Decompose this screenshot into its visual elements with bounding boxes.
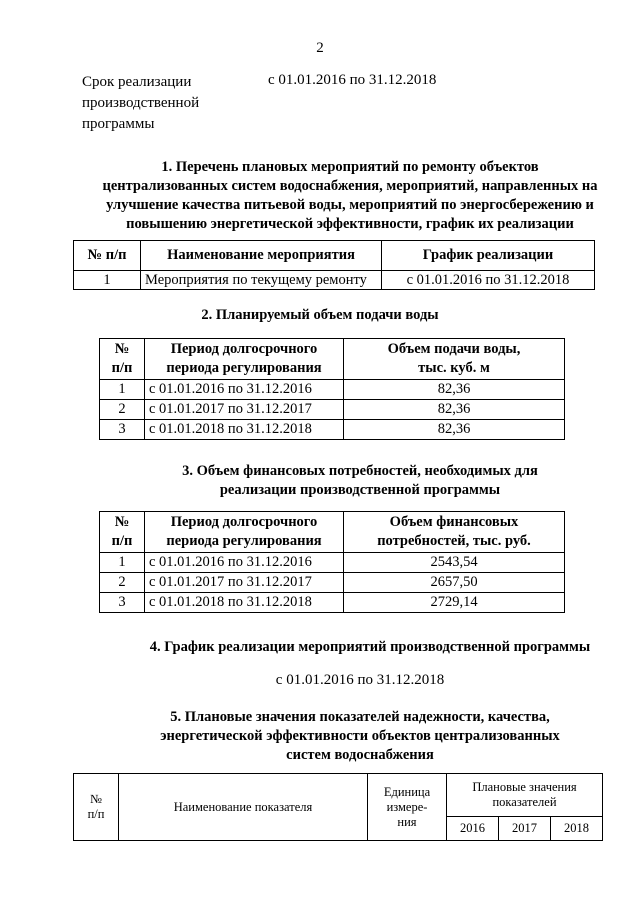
cell-number: 1: [74, 271, 141, 290]
section5-title-line: 5. Плановые значения показателей надежности, качества,: [170, 709, 550, 725]
section3-title: [150, 462, 570, 500]
header-line: периода регулирования: [166, 533, 322, 549]
indicators-table: [73, 773, 603, 841]
header-line: п/п: [111, 360, 133, 376]
header-number: [100, 339, 145, 380]
cell-number: 2: [100, 400, 145, 420]
section1-title-line: повышению энергетической эффективности, график их реализации: [126, 216, 574, 232]
cell-activity: Мероприятия по текущему ремонту: [141, 271, 382, 290]
cell-period: с 01.01.2017 по 31.12.2017: [145, 400, 344, 420]
header-number: [100, 512, 145, 553]
cell-number: 1: [100, 553, 145, 573]
header-line: Плановые значения: [472, 779, 577, 794]
cell-period: с 01.01.2018 по 31.12.2018: [145, 593, 344, 613]
header-line: п/п: [111, 533, 133, 549]
section1-title-line: улучшение качества питьевой воды, мероприятий по энергосбережению и: [106, 197, 594, 213]
header-year: 2017: [498, 816, 550, 840]
cell-number: 3: [100, 420, 145, 440]
table-row: [100, 593, 565, 613]
header-period: [145, 512, 344, 553]
section5-title-line: энергетической эффективности объектов централизованных: [160, 728, 560, 744]
header-line: периода регулирования: [166, 360, 322, 376]
header-line: п/п: [87, 807, 105, 821]
page-number: 2: [316, 40, 324, 56]
header-planned-values: [447, 774, 603, 817]
header-line: измере-: [386, 799, 428, 814]
section2-title: 2. Планируемый объем подачи воды: [201, 307, 439, 323]
section3-title-line: реализации производственной программы: [219, 482, 501, 498]
section4-title: 4. График реализации мероприятий производственной программы: [149, 639, 591, 655]
header-line: потребностей, тыс. руб.: [377, 533, 531, 549]
header-schedule: График реализации: [382, 241, 595, 271]
cell-volume: 82,36: [344, 420, 565, 440]
term-label: [82, 72, 252, 135]
header-line: показателей: [492, 794, 557, 809]
header-financial-needs: [344, 512, 565, 553]
section5-title-line: систем водоснабжения: [286, 747, 434, 763]
table-header-row: [74, 774, 603, 817]
header-indicator-name: Наименование показателя: [119, 774, 368, 841]
header-period: [145, 339, 344, 380]
section3-title-line: 3. Объем финансовых потребностей, необходимых для: [182, 463, 538, 479]
table-row: [100, 400, 565, 420]
header-line: №: [114, 341, 130, 357]
header-line: Объем финансовых: [389, 514, 519, 530]
header-line: Период долгосрочного: [170, 514, 318, 530]
table-header-row: [100, 512, 565, 553]
header-number: № п/п: [74, 241, 141, 271]
header-line: №: [90, 792, 102, 806]
header-activity: Наименование мероприятия: [141, 241, 382, 271]
header-line: №: [114, 514, 130, 530]
header-volume: [344, 339, 565, 380]
cell-volume: 82,36: [344, 400, 565, 420]
section1-title: [70, 158, 630, 234]
section5-title: [90, 708, 630, 765]
cell-number: 2: [100, 573, 145, 593]
water-volume-table: [99, 338, 565, 440]
header-number: [74, 774, 119, 841]
header-year: 2018: [550, 816, 602, 840]
table-row: [100, 573, 565, 593]
cell-amount: 2657,50: [344, 573, 565, 593]
header-line: Объем подачи воды,: [387, 341, 521, 357]
cell-period: с 01.01.2018 по 31.12.2018: [145, 420, 344, 440]
cell-period: с 01.01.2017 по 31.12.2017: [145, 573, 344, 593]
table-header-row: [74, 241, 595, 271]
table-header-row: [100, 339, 565, 380]
term-value: с 01.01.2016 по 31.12.2018: [268, 72, 437, 88]
table-row: [100, 420, 565, 440]
header-unit: [368, 774, 447, 841]
table-row: [100, 380, 565, 400]
cell-volume: 82,36: [344, 380, 565, 400]
section1-title-line: 1. Перечень плановых мероприятий по ремонту объектов: [161, 159, 539, 175]
header-line: Единица: [383, 784, 431, 799]
cell-period: с 01.01.2016 по 31.12.2016: [145, 380, 344, 400]
header-year: 2016: [447, 816, 499, 840]
table-row: [74, 271, 595, 290]
financial-needs-table: [99, 511, 565, 613]
section1-title-line: централизованных систем водоснабжения, мероприятий, направленных на: [102, 178, 598, 194]
cell-amount: 2543,54: [344, 553, 565, 573]
activities-table: [73, 240, 595, 290]
cell-amount: 2729,14: [344, 593, 565, 613]
term-label-line: производственной: [82, 95, 200, 111]
cell-number: 3: [100, 593, 145, 613]
term-label-line: программы: [82, 116, 155, 132]
header-line: тыс. куб. м: [418, 360, 490, 376]
header-line: ния: [397, 814, 417, 829]
section4-period: с 01.01.2016 по 31.12.2018: [275, 672, 445, 688]
cell-period: с 01.01.2016 по 31.12.2016: [145, 553, 344, 573]
table-row: [100, 553, 565, 573]
cell-number: 1: [100, 380, 145, 400]
term-label-line: Срок реализации: [82, 74, 192, 90]
header-line: Период долгосрочного: [170, 341, 318, 357]
cell-schedule: с 01.01.2016 по 31.12.2018: [382, 271, 595, 290]
